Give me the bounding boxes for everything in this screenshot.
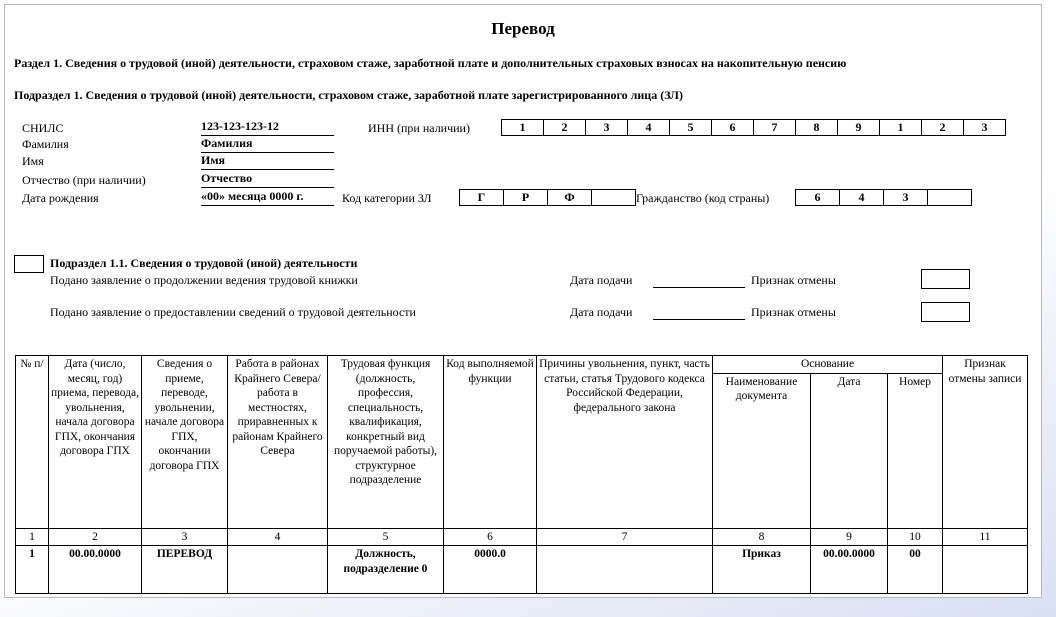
document-title: Перевод	[491, 19, 555, 38]
category-boxes	[460, 189, 636, 206]
firstname-label: Имя	[22, 154, 44, 168]
category-cell: Ф	[547, 189, 592, 206]
col-header-code: Код выполняемой функции	[444, 356, 537, 529]
col-header-doc-number: Номер	[888, 373, 943, 528]
submit-date-label-2: Дата подачи	[570, 305, 633, 319]
col-header-number: № п/	[16, 356, 49, 529]
submit-date-field-2[interactable]	[653, 305, 745, 320]
inn-digit: 9	[837, 119, 880, 136]
document-sheet	[4, 4, 1042, 598]
col-header-doc-date: Дата	[811, 373, 888, 528]
citizenship-cell: 4	[839, 189, 884, 206]
cancel-flag-label-1: Признак отмены	[751, 273, 836, 287]
snils-label: СНИЛС	[22, 121, 64, 135]
inn-digit: 1	[879, 119, 922, 136]
inn-digit: 4	[627, 119, 670, 136]
column-number: 3	[142, 528, 228, 546]
lastname-value: Фамилия	[201, 136, 334, 153]
inn-digit: 6	[711, 119, 754, 136]
column-number: 9	[811, 528, 888, 546]
col-header-function: Трудовая функция (должность, профессия, специальность, квалификация, конкретный вид поручаемой работы), структурное подразделение	[328, 356, 444, 529]
category-cell: Р	[503, 189, 548, 206]
inn-digit: 2	[543, 119, 586, 136]
category-cell	[591, 189, 636, 206]
lastname-label: Фамилия	[22, 137, 69, 151]
cell-function: Должность, подразделение 0	[328, 546, 444, 594]
cell-date: 00.00.0000	[49, 546, 142, 594]
column-number: 5	[328, 528, 444, 546]
inn-digit: 3	[585, 119, 628, 136]
inn-digit: 5	[669, 119, 712, 136]
category-cell: Г	[459, 189, 504, 206]
column-number-row	[16, 528, 1028, 546]
cancel-flag-label-2: Признак отмены	[751, 305, 836, 319]
submit-date-label-1: Дата подачи	[570, 273, 633, 287]
column-number: 8	[713, 528, 811, 546]
cancel-flag-box-2[interactable]	[921, 302, 970, 322]
cell-cancel	[943, 546, 1028, 594]
column-number: 4	[228, 528, 328, 546]
inn-digit: 8	[795, 119, 838, 136]
cell-code: 0000.0	[444, 546, 537, 594]
cell-doc-date: 00.00.0000	[811, 546, 888, 594]
col-header-basis: Основание	[713, 356, 943, 374]
inn-digit: 7	[753, 119, 796, 136]
patronymic-value: Отчество	[201, 171, 334, 188]
cell-reasons	[537, 546, 713, 594]
subsection-11-heading: Подраздел 1.1. Сведения о трудовой (иной) деятельности	[50, 256, 358, 270]
cancel-flag-box-1[interactable]	[921, 269, 970, 289]
citizenship-cell: 3	[883, 189, 928, 206]
table-header-row	[16, 356, 1028, 374]
col-header-north: Работа в районах Крайнего Севера/работа в местностях, приравненных к районам Крайнего Севера	[228, 356, 328, 529]
inn-digit: 1	[501, 119, 544, 136]
cell-event: ПЕРЕВОД	[142, 546, 228, 594]
cell-north	[228, 546, 328, 594]
col-header-event: Сведения о приеме, переводе, увольнении, начале договора ГПХ, окончании договора ГПХ	[142, 356, 228, 529]
inn-label: ИНН (при наличии)	[368, 121, 470, 135]
table-row	[16, 546, 1028, 594]
employment-records-table	[15, 355, 1028, 594]
workbook-continue-statement: Подано заявление о продолжении ведения трудовой книжки	[50, 273, 358, 287]
column-number: 7	[537, 528, 713, 546]
column-number: 10	[888, 528, 943, 546]
section-1-heading: Раздел 1. Сведения о трудовой (иной) деятельности, страховом стаже, заработной плате и дополнительных страховых взносах на накопительную пенсию	[14, 56, 847, 70]
subsection-1-heading: Подраздел 1. Сведения о трудовой (иной) деятельности, страховом стаже, заработной плате зарегистрированного лица (ЗЛ)	[14, 88, 683, 102]
info-provision-statement: Подано заявление о предоставлении сведений о трудовой деятельности	[50, 305, 416, 319]
snils-value: 123-123-123-12	[201, 119, 334, 136]
subsection-11-checkbox[interactable]	[14, 255, 44, 273]
column-number: 1	[16, 528, 49, 546]
cell-doc-name: Приказ	[713, 546, 811, 594]
cell-row-number: 1	[16, 546, 49, 594]
col-header-doc-name: Наименование документа	[713, 373, 811, 528]
submit-date-field-1[interactable]	[653, 273, 745, 288]
citizenship-label: Гражданство (код страны)	[636, 191, 770, 205]
inn-boxes	[502, 119, 1006, 136]
column-number: 6	[444, 528, 537, 546]
patronymic-label: Отчество (при наличии)	[22, 173, 146, 187]
column-number: 2	[49, 528, 142, 546]
firstname-value: Имя	[201, 153, 334, 170]
category-label: Код категории ЗЛ	[342, 191, 432, 205]
col-header-cancel: Признак отмены записи	[943, 356, 1028, 529]
birthdate-value: «00» месяца 0000 г.	[201, 189, 334, 206]
citizenship-cell	[927, 189, 972, 206]
inn-digit: 3	[963, 119, 1006, 136]
cell-doc-number: 00	[888, 546, 943, 594]
column-number: 11	[943, 528, 1028, 546]
citizenship-cell: 6	[795, 189, 840, 206]
col-header-date: Дата (число, месяц, год) приема, перевода, увольнения, начала договора ГПХ, окончания договора ГПХ	[49, 356, 142, 529]
inn-digit: 2	[921, 119, 964, 136]
col-header-reasons: Причины увольнения, пункт, часть статьи, статья Трудового кодекса Российской Федерации, федерального закона	[537, 356, 713, 529]
citizenship-boxes	[796, 189, 972, 206]
birthdate-label: Дата рождения	[22, 191, 99, 205]
